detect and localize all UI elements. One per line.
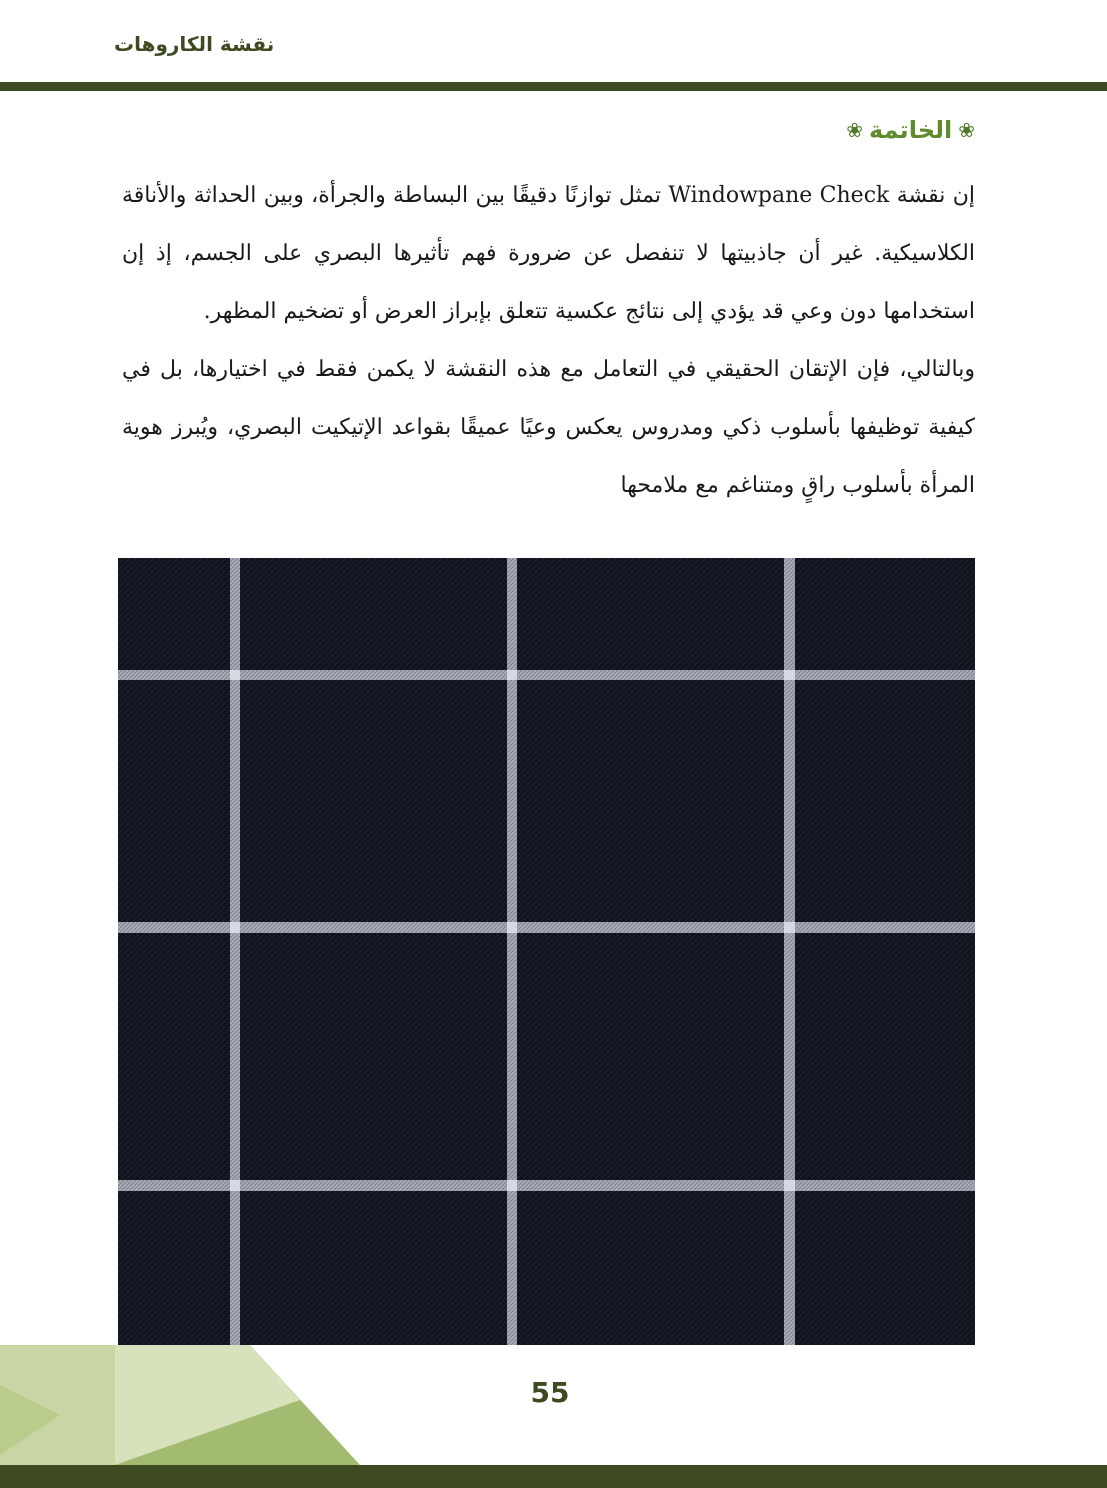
paragraph: إن نقشة Windowpane Check تمثل توازنًا دقيقًا بين البساطة والجرأة، وبين الحداثة والأناقة الكلاسيكية. غير أن جاذبيتها لا تنفصل عن ضرورة فهم تأثيرها البصري على الجسم، إذ إن استخدامها دون وعي قد يؤدي إلى نتائج عكسية تتعلق بإبراز العرض أو تضخيم المظهر.	[122, 183, 975, 324]
header-rule	[0, 82, 1107, 91]
flower-icon: ❀	[846, 118, 864, 142]
flower-icon: ❀	[958, 118, 975, 142]
body-text	[122, 167, 975, 515]
windowpane-check-fabric-image	[118, 558, 975, 1345]
footer-decoration	[0, 1345, 360, 1465]
section-heading	[846, 116, 975, 144]
page-number: 55	[530, 1376, 570, 1409]
footer-rule	[0, 1465, 1107, 1488]
section-heading-text: الخاتمة	[869, 116, 953, 144]
running-header: نقشة الكاروهات	[114, 32, 275, 56]
paragraph: وبالتالي، فإن الإتقان الحقيقي في التعامل مع هذه النقشة لا يكمن فقط في اختيارها، بل في كيفية توظيفها بأسلوب ذكي ومدروس يعكس وعيًا عميقًا بقواعد الإتيكيت البصري، ويُبرز هوية المرأة بأسلوب راقٍ ومتناغم مع ملامحها	[122, 357, 975, 498]
